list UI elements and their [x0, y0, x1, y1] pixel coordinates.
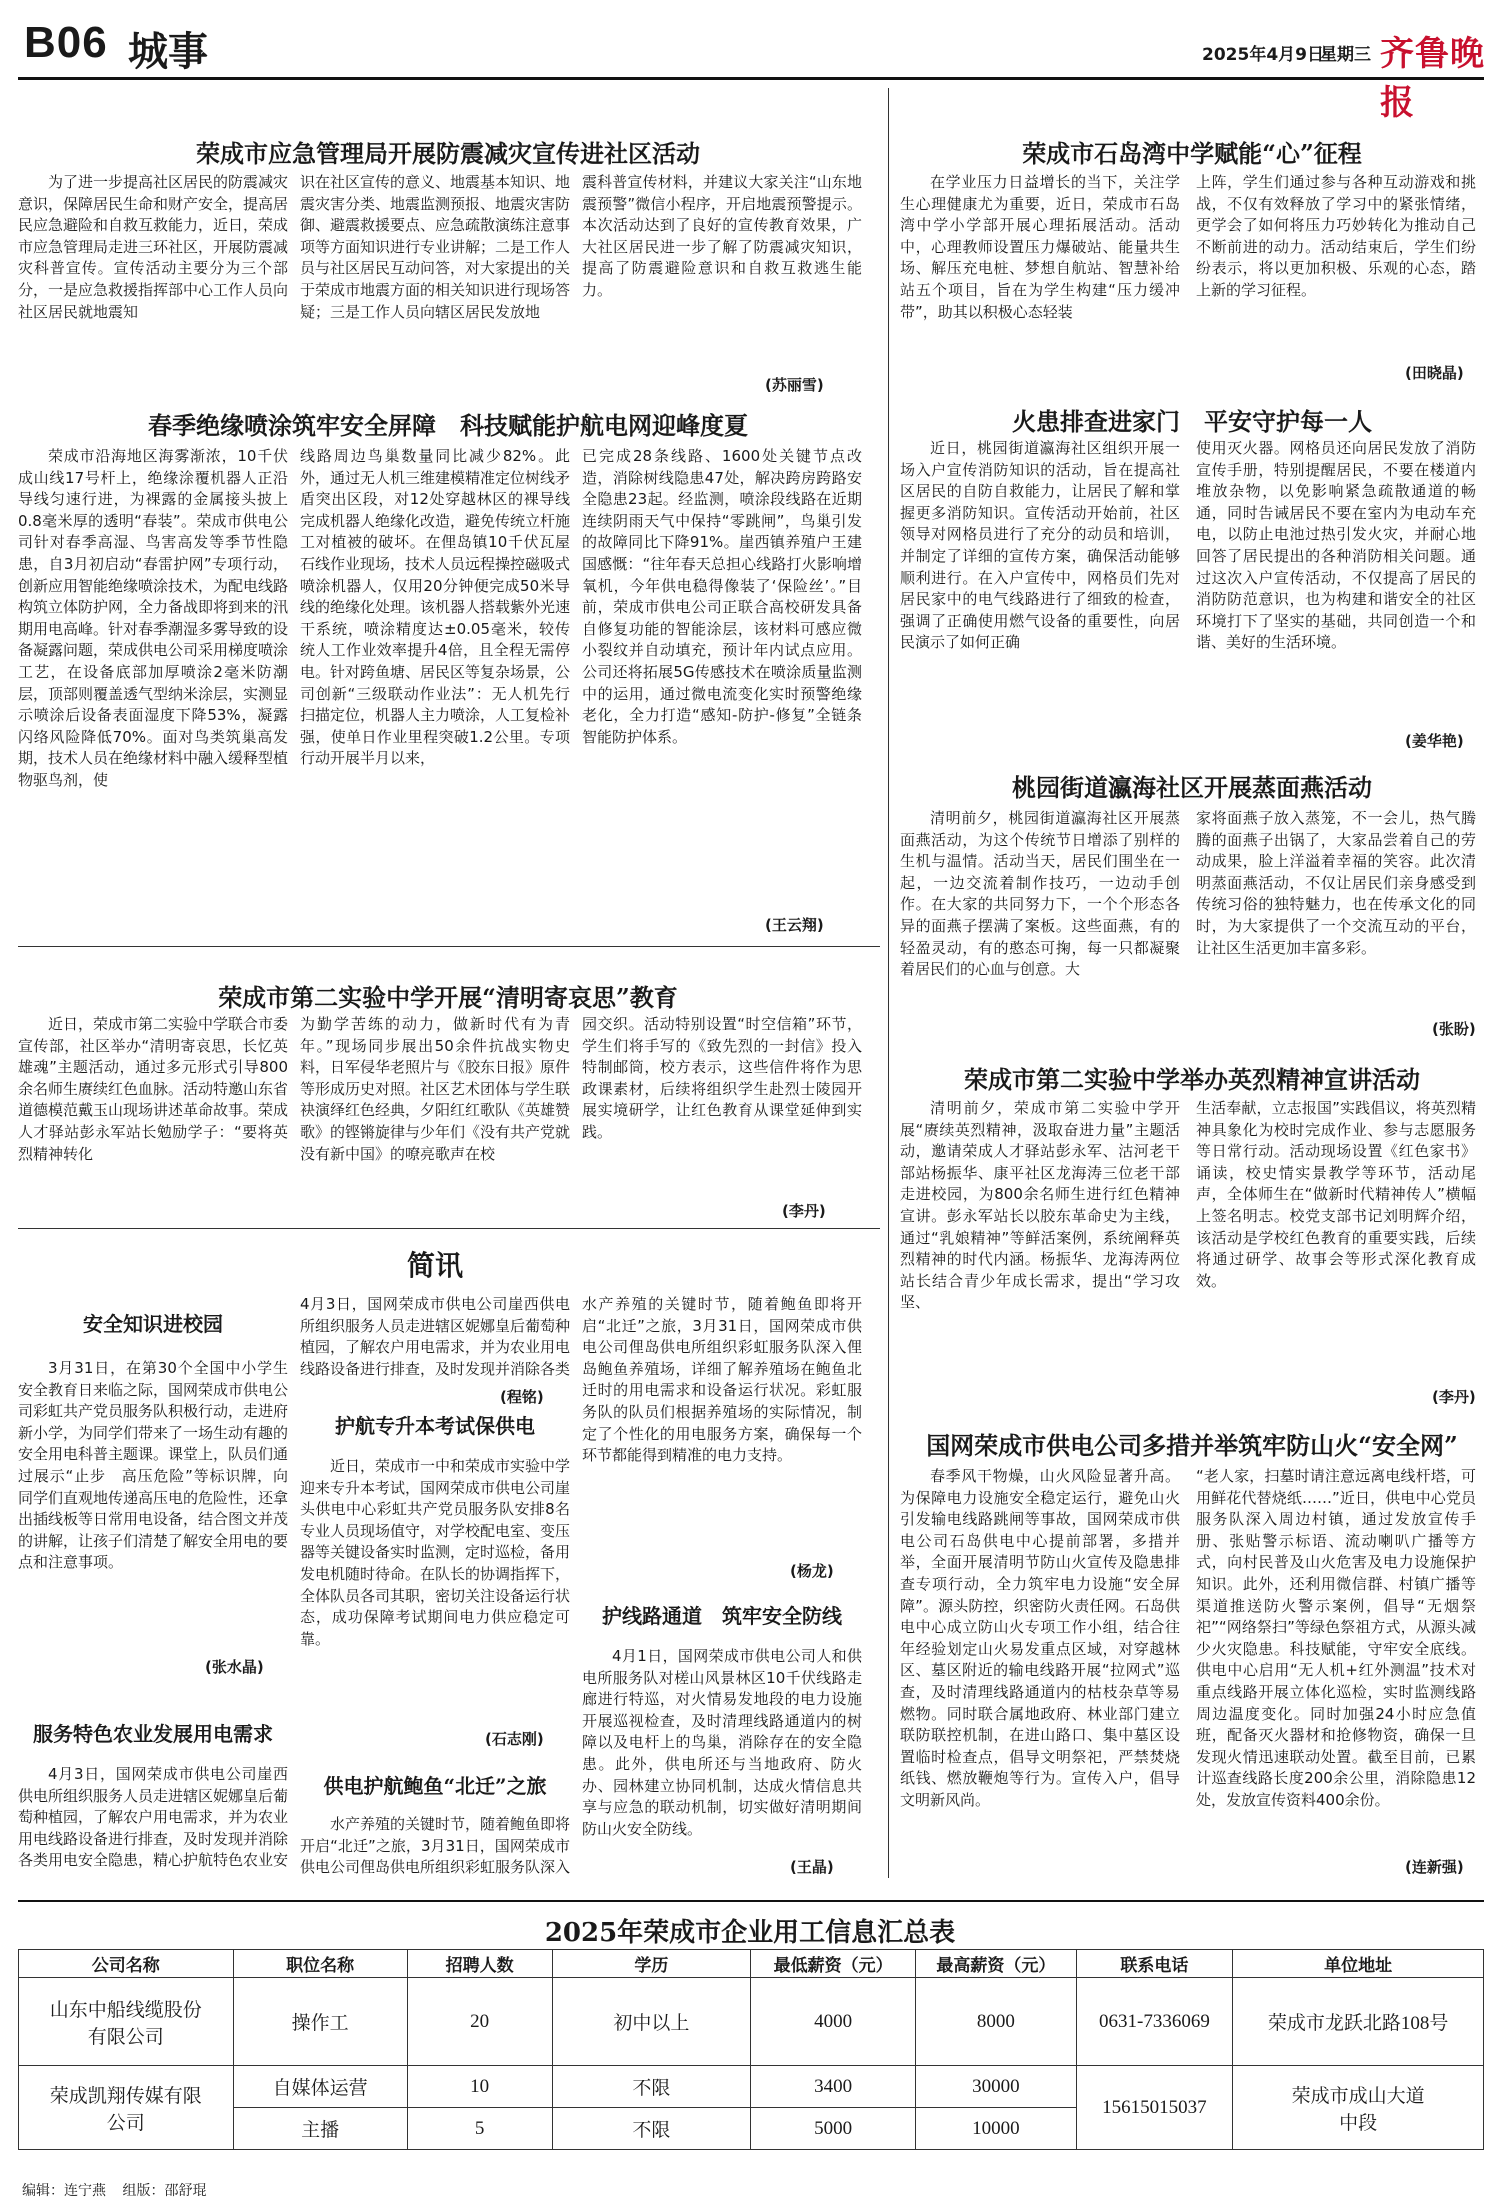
column-header: 公司名称: [19, 1950, 234, 1978]
headline-qingming: 荣成市第二实验中学开展“清明寄哀思”教育: [218, 983, 678, 1012]
brief-text: 4月1日，国网荣成市供电公司人和供电所服务队对槎山风景林区10千伏线路走廊进行特巡，对火情易发地段的电力设施开展巡视检查，及时清理线路通道内的树障以及电杆上的鸟巢，消除存在的安全隐患。此外，供电所还与当地政府、防火办、园林建立协同机制，达成火情信息共享与应急的联动机制，切实做好清明期间防山火安全防线。: [582, 1647, 862, 1838]
hire-count: 20: [407, 1978, 552, 2066]
position-title: 操作工: [233, 1978, 407, 2066]
article-wildfire-col2: “老人家，扫墓时请注意远离电线杆塔，可用鲜花代替烧纸……”近日，供电中心党员服务队深入周边村镇，通过发放宣传手册、张贴警示标语、流动喇叭广播等方式，向村民普及山火危害及电力设施保护知识。此外，还利用微信群、村镇广播等渠道推送防火警示案例，倡导“无烟祭祀”“网络祭扫”等绿色祭祖方式，从源头减少火灾隐患。科技赋能，守牢安全底线。供电中心启用“无人机+红外测温”技术对重点线路开展立体化巡检，实时监测线路周边温度变化。同时加强24小时应急值班，配备灭火器材和抢修物资，确保一旦发现火情迅速联动处置。截至目前，已累计巡查线路长度200余公里，消除隐患12处，发放宣传资料400余份。: [1196, 1467, 1476, 1809]
brief-title: 护航专升本考试保供电: [335, 1414, 535, 1438]
jobs-table: [18, 1949, 1484, 2150]
byline-heroes: (李丹): [1432, 1388, 1476, 1406]
brief-text: 3月31日，在第30个全国中小学生安全教育日来临之际，国网荣成市供电公司彩虹共产党员服务队积极行动，走进府新小学，为同学们带来了一场生动有趣的安全用电科普主题课。课堂上，队员们通过展示“止步 高压危险”等标识牌，向同学们直观地传递高压电的危险性，还拿出插线板等日常用电设备，结合图文并茂的讲解，让孩子们清楚了解安全用电的要点和注意事项。: [18, 1359, 288, 1572]
article-spray-col1: 荣成市沿海地区海雾渐浓，10千伏成山线17号杆上，绝缘涂覆机器人正沿导线匀速行进，为裸露的金属接头披上0.8毫米厚的透明“春装”。荣成市供电公司针对春季高湿、鸟害高发等季节性隐患，自3月初启动“春雷护网”专项行动，创新应用智能绝缘喷涂技术，为配电线路构筑立体防护网，全力备战即将到来的汛期用电高峰。针对春季潮湿多雾导致的设备凝露问题，荣成供电公司采用梯度喷涂工艺，在设备底部加厚喷涂2毫米防潮层，顶部则覆盖透气型纳米涂层，实测显示喷涂后设备表面湿度下降53%，凝露闪络风险降低70%。面对鸟类筑巢高发期，技术人员在绝缘材料中融入缓释型植物驱鸟剂，使: [18, 447, 288, 789]
table-row: [19, 2066, 1484, 2108]
brief-text-continued: 4月3日，国网荣成市供电公司崖西供电所组织服务人员走进辖区妮娜皇后葡萄种植园，了解农户用电需求，并为农业用电线路设备进行排查，及时发现并消除各类: [300, 1295, 570, 1378]
table-row: [19, 1978, 1484, 2066]
brief-byline: (石志刚): [485, 1730, 544, 1748]
article-spray-col2: 线路周边鸟巢数量同比减少82%。此外，通过无人机三维建模精准定位树线矛盾突出区段，对12处穿越林区的裸导线完成机器人绝缘化改造，避免传统立杆施工对植被的破坏。在俚岛镇10千伏瓦屋石线作业现场，技术人员远程操控磁吸式喷涂机器人，仅用20分钟便完成50米导线的绝缘化处理。该机器人搭载紫外光速干系统，喷涂精度达±0.05毫米，较传统人工作业效率提升4倍，且全程无需停电。针对跨鱼塘、居民区等复杂场景，公司创新“三级联动作业法”：无人机先行扫描定位，机器人主力喷涂，人工复检补强，使单日作业里程突破1.2公里。专项行动开展半月以来，: [300, 447, 570, 768]
position-title: 自媒体运营: [233, 2066, 407, 2108]
layout-credit: 组版：邵舒琨: [122, 2183, 207, 2199]
article-qingming-col1: 近日，荣成市第二实验中学联合市委宣传部，社区举办“清明寄哀思，长忆英雄魂”主题活动，通过多元形式引导800余名师生赓续红色血脉。活动特邀山东省道德模范戴玉山现场讲述革命故事。荣成人才驿站彭永军站长勉励学子：“要将英烈精神转化: [18, 1015, 288, 1163]
headline-heroes: 荣成市第二实验中学举办英烈精神宣讲活动: [964, 1065, 1420, 1094]
byline-spray: (王云翔): [765, 916, 824, 934]
headline-spray: 春季绝缘喷涂筑牢安全屏障 科技赋能护航电网迎峰度夏: [148, 411, 748, 440]
brief-title: 安全知识进校园: [83, 1312, 223, 1336]
hire-count: 10: [407, 2066, 552, 2108]
headline-wildfire: 国网荣成市供电公司多措并举筑牢防山火“安全网”: [926, 1431, 1458, 1460]
brief-title: 供电护航鲍鱼“北迁”之旅: [323, 1774, 547, 1798]
page-number: B06: [24, 18, 108, 67]
min-salary: 4000: [751, 1978, 916, 2066]
headline-swallow: 桃园街道瀛海社区开展蒸面燕活动: [1012, 773, 1372, 802]
brief-text: 4月3日，国网荣成市供电公司崖西供电所组织服务人员走进辖区妮娜皇后葡萄种植园，了解农户用电需求，并为农业用电线路设备进行排查，及时发现并消除各类用电安全隐患，精心护航特色农业安: [18, 1765, 288, 1870]
table-header-row: [19, 1950, 1484, 1978]
byline-psychology: (田晓晶): [1405, 364, 1464, 382]
article-heroes-col1: 清明前夕，荣成市第二实验中学开展“赓续英烈精神，汲取奋进力量”主题活动，邀请荣成人才驿站彭永军、沽河老干部站杨振华、康平社区龙海涛三位老干部走进校园，为800余名师生进行红色精神宣讲。彭永军站长以胶东革命史为主线，通过“乳娘精神”等鲜活案例，系统阐释英烈精神的时代内涵。杨振华、龙海涛两位站长结合青少年成长需求，提出“学习攻坚、: [900, 1099, 1180, 1312]
column-header: 招聘人数: [407, 1950, 552, 1978]
byline-earthquake: (苏丽雪): [765, 376, 824, 394]
max-salary: 30000: [916, 2066, 1076, 2108]
article-wildfire-col1: 春季风干物燥，山火风险显著升高。为保障电力设施安全稳定运行，避免山火引发输电线路跳闸等事故，国网荣成市供电公司石岛供电中心提前部署，多措并举，全面开展清明节防山火宣传及隐患排查专项行动，全力筑牢电力设施“安全屏障”。源头防控，织密防火责任网。石岛供电中心成立防山火专项工作小组，结合往年经验划定山火易发重点区域，对穿越林区、墓区附近的输电线路开展“拉网式”巡查，及时清理线路通道内的枯枝杂草等易燃物。同时联合属地政府、林业部门建立联防联控机制，在进山路口、集中墓区设置临时检查点，倡导文明祭祀，严禁焚烧纸钱、燃放鞭炮等行为。宣传入户，倡导文明新风尚。: [900, 1467, 1180, 1809]
brief-byline: (王晶): [790, 1858, 834, 1876]
contact-phone: 0631-7336069: [1076, 1978, 1233, 2066]
article-spray-col3: 已完成28条线路、1600处关键节点改造，消除树线隐患47处，解决跨房跨路安全隐患23起。经监测，喷涂段线路在近期连续阴雨天气中保持“零跳闸”，鸟巢引发的故障同比下降91%。崖西镇养殖户王建国感慨：“往年春天总担心线路打火影响增氧机，今年供电稳得像装了‘保险丝’。”目前，荣成市供电公司正联合高校研发具备自修复功能的智能涂层，该材料可感应微小裂纹并自动填充，预计年内试点应用。公司还将拓展5G传感技术在喷涂质量监测中的运用，通过微电流变化实时预警绝缘老化，全力打造“感知-防护-修复”全链条智能防护体系。: [582, 447, 862, 746]
brief-text-continued: 水产养殖的关键时节，随着鲍鱼即将开启“北迁”之旅，3月31日，国网荣成市供电公司俚岛供电所组织彩虹服务队深入俚岛鲍鱼养殖场，详细了解养殖场在鲍鱼北迁时的用电需求和设备运行状况。彩虹服务队的队员们根据养殖场的实际情况，制定了个性化的用电服务方案，确保每一个环节都能得到精准的电力支持。: [582, 1295, 862, 1465]
column-header: 单位地址: [1233, 1950, 1484, 1978]
company-name: 荣成凯翔传媒有限公司: [19, 2066, 234, 2150]
table-top-rule: [18, 1900, 1484, 1902]
column-header: 职位名称: [233, 1950, 407, 1978]
article-psychology-col1: 在学业压力日益增长的当下，关注学生心理健康尤为重要，近日，荣成市石岛湾中学小学部开展心理拓展活动。活动中，心理教师设置压力爆破站、能量共生场、解压充电桩、梦想自航站、智慧补给站五个项目，旨在为学生构建“压力缓冲带”，助其以积极心态轻装: [900, 173, 1180, 321]
position-title: 主播: [233, 2108, 407, 2150]
newspaper-logo: 齐鲁晚报: [1380, 34, 1485, 123]
brief-byline: (张水晶): [205, 1658, 264, 1676]
article-fire-check-col2: 使用灭火器。网格员还向居民发放了消防宣传手册，特别提醒居民，不要在楼道内堆放杂物，以免影响紧急疏散通道的畅通，同时告诫居民不要在室内为电动车充电，以防止电池过热引发火灾，并耐心地回答了居民提出的各种消防相关问题。通过这次入户宣传活动，不仅提高了居民的消防防范意识，也为构建和谐安全的社区环境打下了坚实的基础，共同创造一个和谐、美好的生活环境。: [1196, 439, 1476, 652]
article-fire-check-col1: 近日，桃园街道瀛海社区组织开展一场入户宣传消防知识的活动，旨在提高社区居民的自防自救能力，让居民了解和掌握更多消防知识。宣传活动开始前，社区领导对网格员进行了充分的动员和培训，并制定了详细的宣传方案，确保活动能够顺利进行。在入户宣传中，网格员们先对居民家中的电气线路进行了细致的检查，强调了正确使用燃气设备的重要性，向居民演示了如何正确: [900, 439, 1180, 652]
education: 不限: [552, 2066, 751, 2108]
article-earthquake-col1: 为了进一步提高社区居民的防震减灾意识，保障居民生命和财产安全，提高居民应急避险和自救互救能力，近日，荣成市应急管理局走进三环社区，开展防震减灾科普宣传。宣传活动主要分为三个部分，一是应急救援指挥部中心工作人员向社区居民就地震知: [18, 173, 288, 321]
headline-earthquake: 荣成市应急管理局开展防震减灾宣传进社区活动: [196, 139, 700, 168]
hire-count: 5: [407, 2108, 552, 2150]
article-swallow-col1: 清明前夕，桃园街道瀛海社区开展蒸面燕活动，为这个传统节日增添了别样的生机与温情。活动当天，居民们围坐在一起，一边交流着制作技巧，一边动手创作。在大家的共同努力下，一个个形态各异的面燕子摆满了案板。这些面燕，有的轻盈灵动，有的憨态可掬，每一只都凝聚着居民们的心血与创意。大: [900, 809, 1180, 979]
section-divider: [18, 1228, 880, 1229]
brief-title: 护线路通道 筑牢安全防线: [602, 1604, 842, 1628]
column-header: 最低薪资（元）: [751, 1950, 916, 1978]
issue-date: 2025年4月9日: [1202, 45, 1324, 65]
footer-credits: [22, 2180, 206, 2200]
brief-byline: (杨龙): [790, 1562, 834, 1580]
article-psychology-col2: 上阵，学生们通过参与各种互动游戏和挑战，不仅有效释放了学习中的紧张情绪，更学会了如何将压力巧妙转化为推动自己不断前进的动力。活动结束后，学生们纷纷表示，将以更加积极、乐观的心态，踏上新的学习征程。: [1196, 173, 1476, 299]
article-swallow-col2: 家将面燕子放入蒸笼，不一会儿，热气腾腾的面燕子出锅了，大家品尝着自己的劳动成果，脸上洋溢着幸福的笑容。此次清明蒸面燕活动，不仅让居民们亲身感受到传统习俗的独特魅力，也在传承文化的同时，为大家提供了一个交流互动的平台，让社区生活更加丰富多彩。: [1196, 809, 1476, 957]
section-title: 城事: [128, 28, 208, 75]
column-header: 联系电话: [1076, 1950, 1233, 1978]
column-header: 学历: [552, 1950, 751, 1978]
article-qingming-col3: 园交织。活动特别设置“时空信箱”环节，学生们将手写的《致先烈的一封信》投入特制邮筒，校方表示，这些信件将作为思政课素材，后续将组织学生赴烈士陵园开展实境研学，让红色教育从课堂延伸到实践。: [582, 1015, 862, 1141]
byline-swallow: (张盼): [1432, 1020, 1476, 1038]
column-divider: [888, 88, 889, 1878]
byline-wildfire: (连新强): [1405, 1858, 1464, 1876]
editor-credit: 编辑：连宁燕: [22, 2183, 106, 2199]
byline-qingming: (李丹): [782, 1202, 826, 1220]
education: 不限: [552, 2108, 751, 2150]
max-salary: 8000: [916, 1978, 1076, 2066]
company-address: 荣成市成山大道中段: [1233, 2066, 1484, 2150]
jobs-table-title: 2025年荣成市企业用工信息汇总表: [544, 1918, 956, 1948]
header-rule: [18, 77, 1484, 80]
min-salary: 5000: [751, 2108, 916, 2150]
brief-byline: (程铭): [500, 1388, 544, 1406]
brief-text: 近日，荣成市一中和荣成市实验中学迎来专升本考试，国网荣成市供电公司崖头供电中心彩虹共产党员服务队安排8名专业人员现场值守，对学校配电室、变压器等关键设备实时监测，定时巡检，备用发电机随时待命。在队长的协调指挥下，全体队员各司其职，密切关注设备运行状态，成功保障考试期间电力供应稳定可靠。: [300, 1457, 570, 1648]
article-earthquake-col3: 震科普宣传材料，并建议大家关注“山东地震预警”微信小程序，开启地震预警提示。本次活动达到了良好的宣传教育效果，广大社区居民进一步了解了防震减灾知识，提高了防震避险意识和自救互救逃生能力。: [582, 173, 862, 299]
article-earthquake-col2: 识在社区宣传的意义、地震基本知识、地震灾害分类、地震监测预报、地震灾害防御、避震救援要点、应急疏散演练注意事项等方面知识进行专业讲解；二是工作人员与社区居民互动问答，对大家提出的关于荣成市地震方面的相关知识进行现场答疑；三是工作人员向辖区居民发放地: [300, 173, 570, 321]
issue-weekday: 星期三: [1320, 45, 1371, 65]
article-qingming-col2: 为勤学苦练的动力，做新时代有为青年。”现场同步展出50余件抗战实物史料，日军侵华老照片与《胶东日报》原件等形成历史对照。社区艺术团体与学生联袂演绎红色经典，夕阳红红歌队《英雄赞歌》的铿锵旋律与少年们《没有共产党就没有新中国》的嘹亮歌声在校: [300, 1015, 570, 1163]
article-heroes-col2: 生活奉献，立志报国”实践倡议，将英烈精神具象化为校时完成作业、参与志愿服务等日常行动。活动现场设置《红色家书》诵读，校史情实景教学等环节，活动尾声，全体师生在“做新时代精神传人”横幅上签名明志。校党支部书记刘明辉介绍，该活动是学校红色教育的重要实践，后续将通过研学、故事会等形式深化教育成效。: [1196, 1099, 1476, 1290]
min-salary: 3400: [751, 2066, 916, 2108]
contact-phone: 15615015037: [1076, 2066, 1233, 2150]
brief-title: 服务特色农业发展用电需求: [33, 1722, 273, 1746]
headline-psychology: 荣成市石岛湾中学赋能“心”征程: [1022, 139, 1362, 168]
education: 初中以上: [552, 1978, 751, 2066]
byline-fire-check: (姜华艳): [1405, 732, 1464, 750]
company-address: 荣成市龙跃北路108号: [1233, 1978, 1484, 2066]
max-salary: 10000: [916, 2108, 1076, 2150]
brief-text: 水产养殖的关键时节，随着鲍鱼即将开启“北迁”之旅，3月31日，国网荣成市供电公司俚岛供电所组织彩虹服务队深入: [300, 1815, 570, 1877]
company-name: 山东中船线缆股份有限公司: [19, 1978, 234, 2066]
section-divider: [18, 946, 880, 947]
briefs-heading: 简讯: [406, 1249, 463, 1282]
column-header: 最高薪资（元）: [916, 1950, 1076, 1978]
headline-fire-check: 火患排查进家门 平安守护每一人: [1012, 407, 1372, 436]
